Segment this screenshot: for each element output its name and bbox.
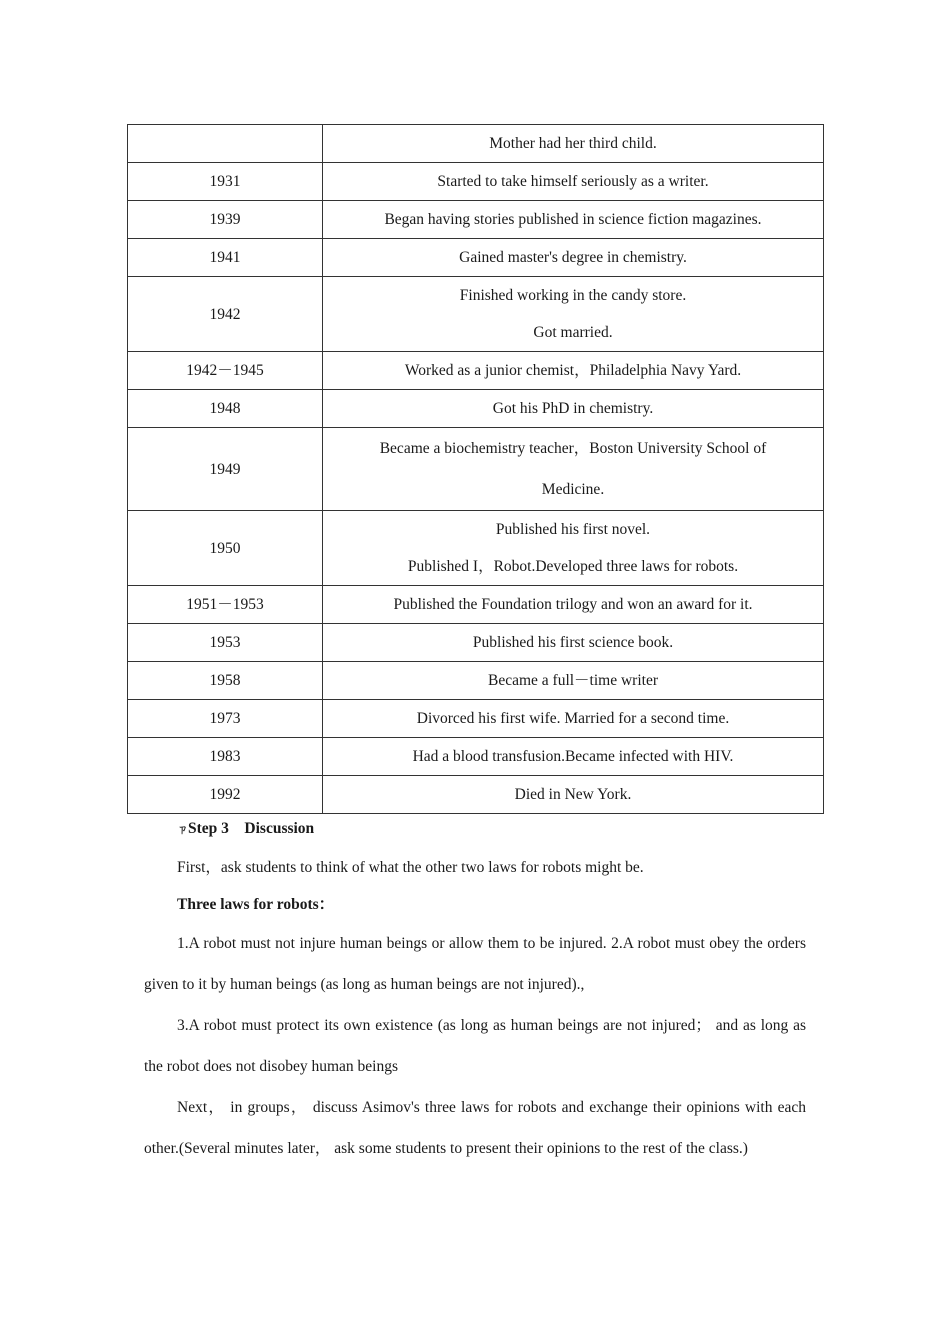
next-paragraph: Next， in groups， discuss Asimov's three laws for robots and exchange their opinions with each other.(Several minutes later， ask some students to present their opinions to the rest of the class.) xyxy=(144,1099,806,1157)
event-text: Published his first novel. xyxy=(495,521,651,538)
year-cell: 1942 xyxy=(128,277,323,352)
table-row xyxy=(128,700,824,738)
discussion-section xyxy=(144,810,806,1169)
year-cell: 1973 xyxy=(128,700,323,738)
year-cell: 1992 xyxy=(128,776,323,814)
event-cell xyxy=(323,511,824,586)
event-text: Finished working in the candy store. xyxy=(459,287,687,304)
step-heading xyxy=(144,810,806,849)
timeline-table xyxy=(127,124,824,814)
table-row xyxy=(128,624,824,662)
event-cell xyxy=(323,662,824,700)
event-text: Published I，Robot.Developed three laws for robots. xyxy=(407,558,739,575)
table-row xyxy=(128,428,824,511)
laws-heading-text: Three laws for robots： xyxy=(177,896,335,913)
year-cell xyxy=(128,125,323,163)
table-row xyxy=(128,201,824,239)
table-row xyxy=(128,352,824,390)
event-cell xyxy=(323,738,824,776)
table-row xyxy=(128,586,824,624)
event-cell xyxy=(323,125,824,163)
event-text: Worked as a junior chemist，Philadelphia Navy Yard. xyxy=(404,362,742,379)
law-3-paragraph: 3.A robot must protect its own existence (as long as human beings are not injured； and as long as the robot does not disobey human beings xyxy=(144,1017,806,1075)
event-cell xyxy=(323,586,824,624)
table-row xyxy=(128,163,824,201)
event-text: Got his PhD in chemistry. xyxy=(492,400,654,417)
step-marker: ㄗ xyxy=(177,824,188,836)
event-text: Got married. xyxy=(533,324,613,341)
event-cell xyxy=(323,624,824,662)
year-cell: 1950 xyxy=(128,511,323,586)
year-cell: 1942－1945 xyxy=(128,352,323,390)
year-cell: 1948 xyxy=(128,390,323,428)
year-cell: 1931 xyxy=(128,163,323,201)
event-cell xyxy=(323,700,824,738)
event-cell xyxy=(323,776,824,814)
event-cell xyxy=(323,163,824,201)
event-text: Began having stories published in science fiction magazines. xyxy=(384,211,762,228)
table-row xyxy=(128,125,824,163)
year-cell: 1953 xyxy=(128,624,323,662)
law-1-2-paragraph: 1.A robot must not injure human beings or allow them to be injured. 2.A robot must obey the orders given to it by human beings (as long as human beings are not injured)., xyxy=(144,935,806,993)
table-row xyxy=(128,511,824,586)
event-text: Died in New York. xyxy=(514,786,632,803)
table-row xyxy=(128,738,824,776)
event-cell xyxy=(323,277,824,352)
year-cell: 1939 xyxy=(128,201,323,239)
year-cell: 1983 xyxy=(128,738,323,776)
table-row xyxy=(128,662,824,700)
event-text: Divorced his first wife. Married for a second time. xyxy=(416,710,730,727)
year-cell: 1941 xyxy=(128,239,323,277)
year-cell: 1951－1953 xyxy=(128,586,323,624)
laws-heading xyxy=(144,886,806,923)
event-text: Became a full－time writer xyxy=(487,672,658,689)
event-cell xyxy=(323,390,824,428)
event-cell xyxy=(323,201,824,239)
event-cell xyxy=(323,352,824,390)
event-cell xyxy=(323,239,824,277)
table-row xyxy=(128,239,824,277)
event-text: Mother had her third child. xyxy=(489,135,657,152)
event-text: Published the Foundation trilogy and won an award for it. xyxy=(393,596,753,613)
event-text: Became a biochemistry teacher，Boston University School of Medicine. xyxy=(379,440,767,498)
event-text: Gained master's degree in chemistry. xyxy=(459,249,687,266)
intro-paragraph: First，ask students to think of what the other two laws for robots might be. xyxy=(177,859,644,876)
step-title: Step 3 Discussion xyxy=(188,820,315,837)
table-row xyxy=(128,277,824,352)
table-row xyxy=(128,390,824,428)
event-text: Had a blood transfusion.Became infected with HIV. xyxy=(412,748,734,765)
table-row xyxy=(128,776,824,814)
event-text: Published his first science book. xyxy=(472,634,674,651)
event-cell xyxy=(323,428,824,511)
year-cell: 1958 xyxy=(128,662,323,700)
event-text: Started to take himself seriously as a writer. xyxy=(437,173,709,190)
year-cell: 1949 xyxy=(128,428,323,511)
